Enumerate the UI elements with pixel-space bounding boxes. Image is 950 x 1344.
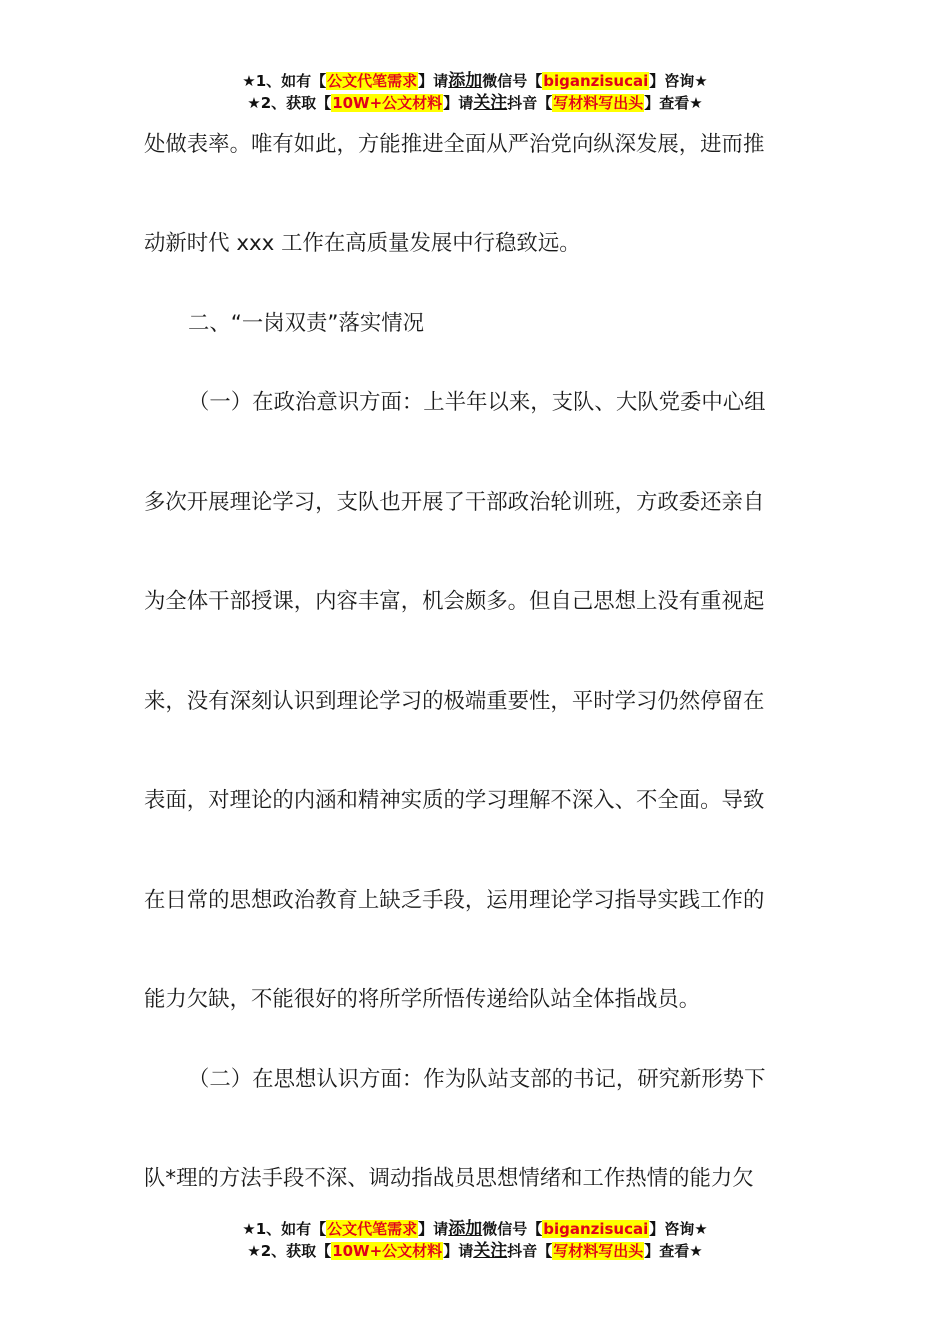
body-line: 处做表率。唯有如此，方能推进全面从严治党向纵深发展，进而推 [144, 132, 765, 157]
promo-2-mid: 】请 [443, 94, 474, 112]
promo-2-emphasis: 关注 [473, 1241, 508, 1261]
promo-1-mid2: 微信号【 [482, 72, 543, 90]
promo-1-highlight-service: 公文代笔需求 [327, 1220, 418, 1238]
promo-line-2 [0, 92, 950, 114]
promo-2-highlight-douyin: 写材料写出头 [553, 94, 644, 112]
promo-1-mid2: 微信号【 [482, 1220, 543, 1238]
body-line: 为全体干部授课，内容丰富，机会颇多。但自己思想上没有重视起 [144, 589, 765, 614]
promo-2-suffix: 】查看★ [644, 1242, 703, 1260]
body-line: 表面，对理论的内涵和精神实质的学习理解不深入、不全面。导致 [144, 788, 765, 813]
promo-2-mid2: 抖音【 [507, 94, 553, 112]
promo-2-mid: 】请 [443, 1242, 474, 1260]
section-heading: 二、“一岗双责”落实情况 [188, 311, 425, 336]
body-line: （二）在思想认识方面：作为队站支部的书记，研究新形势下 [188, 1067, 766, 1092]
promo-1-suffix: 】咨询★ [649, 1220, 708, 1238]
promo-1-highlight-wechat: biganzisucai [543, 72, 649, 90]
promo-1-emphasis: 添加 [448, 71, 483, 91]
promo-1-emphasis: 添加 [448, 1219, 483, 1239]
body-line: 多次开展理论学习，支队也开展了干部政治轮训班，方政委还亲自 [144, 490, 765, 515]
promo-2-highlight-materials: 10W+公文材料 [332, 94, 443, 112]
promo-1-highlight-service: 公文代笔需求 [327, 72, 418, 90]
body-line: （一）在政治意识方面：上半年以来，支队、大队党委中心组 [188, 390, 766, 415]
body-line: 动新时代 xxx 工作在高质量发展中行稳致远。 [144, 231, 581, 256]
header-promo-banner [0, 70, 950, 114]
body-line: 队*理的方法手段不深、调动指战员思想情绪和工作热情的能力欠 [144, 1166, 754, 1191]
promo-2-highlight-douyin: 写材料写出头 [553, 1242, 644, 1260]
promo-line-1 [0, 70, 950, 92]
footer-promo-banner [0, 1218, 950, 1262]
body-line: 来，没有深刻认识到理论学习的极端重要性，平时学习仍然停留在 [144, 689, 765, 714]
body-line: 在日常的思想政治教育上缺乏手段，运用理论学习指导实践工作的 [144, 888, 765, 913]
promo-2-highlight-materials: 10W+公文材料 [332, 1242, 443, 1260]
promo-1-mid: 】请 [418, 1220, 449, 1238]
promo-2-mid2: 抖音【 [507, 1242, 553, 1260]
promo-1-prefix: ★1、如有【 [242, 72, 327, 90]
promo-line-1 [0, 1218, 950, 1240]
promo-2-prefix: ★2、获取【 [247, 94, 332, 112]
promo-1-mid: 】请 [418, 72, 449, 90]
promo-line-2 [0, 1240, 950, 1262]
body-line: 能力欠缺，不能很好的将所学所悟传递给队站全体指战员。 [144, 987, 701, 1012]
promo-1-highlight-wechat: biganzisucai [543, 1220, 649, 1238]
promo-2-prefix: ★2、获取【 [247, 1242, 332, 1260]
promo-1-suffix: 】咨询★ [649, 72, 708, 90]
promo-2-emphasis: 关注 [473, 93, 508, 113]
promo-1-prefix: ★1、如有【 [242, 1220, 327, 1238]
promo-2-suffix: 】查看★ [644, 94, 703, 112]
